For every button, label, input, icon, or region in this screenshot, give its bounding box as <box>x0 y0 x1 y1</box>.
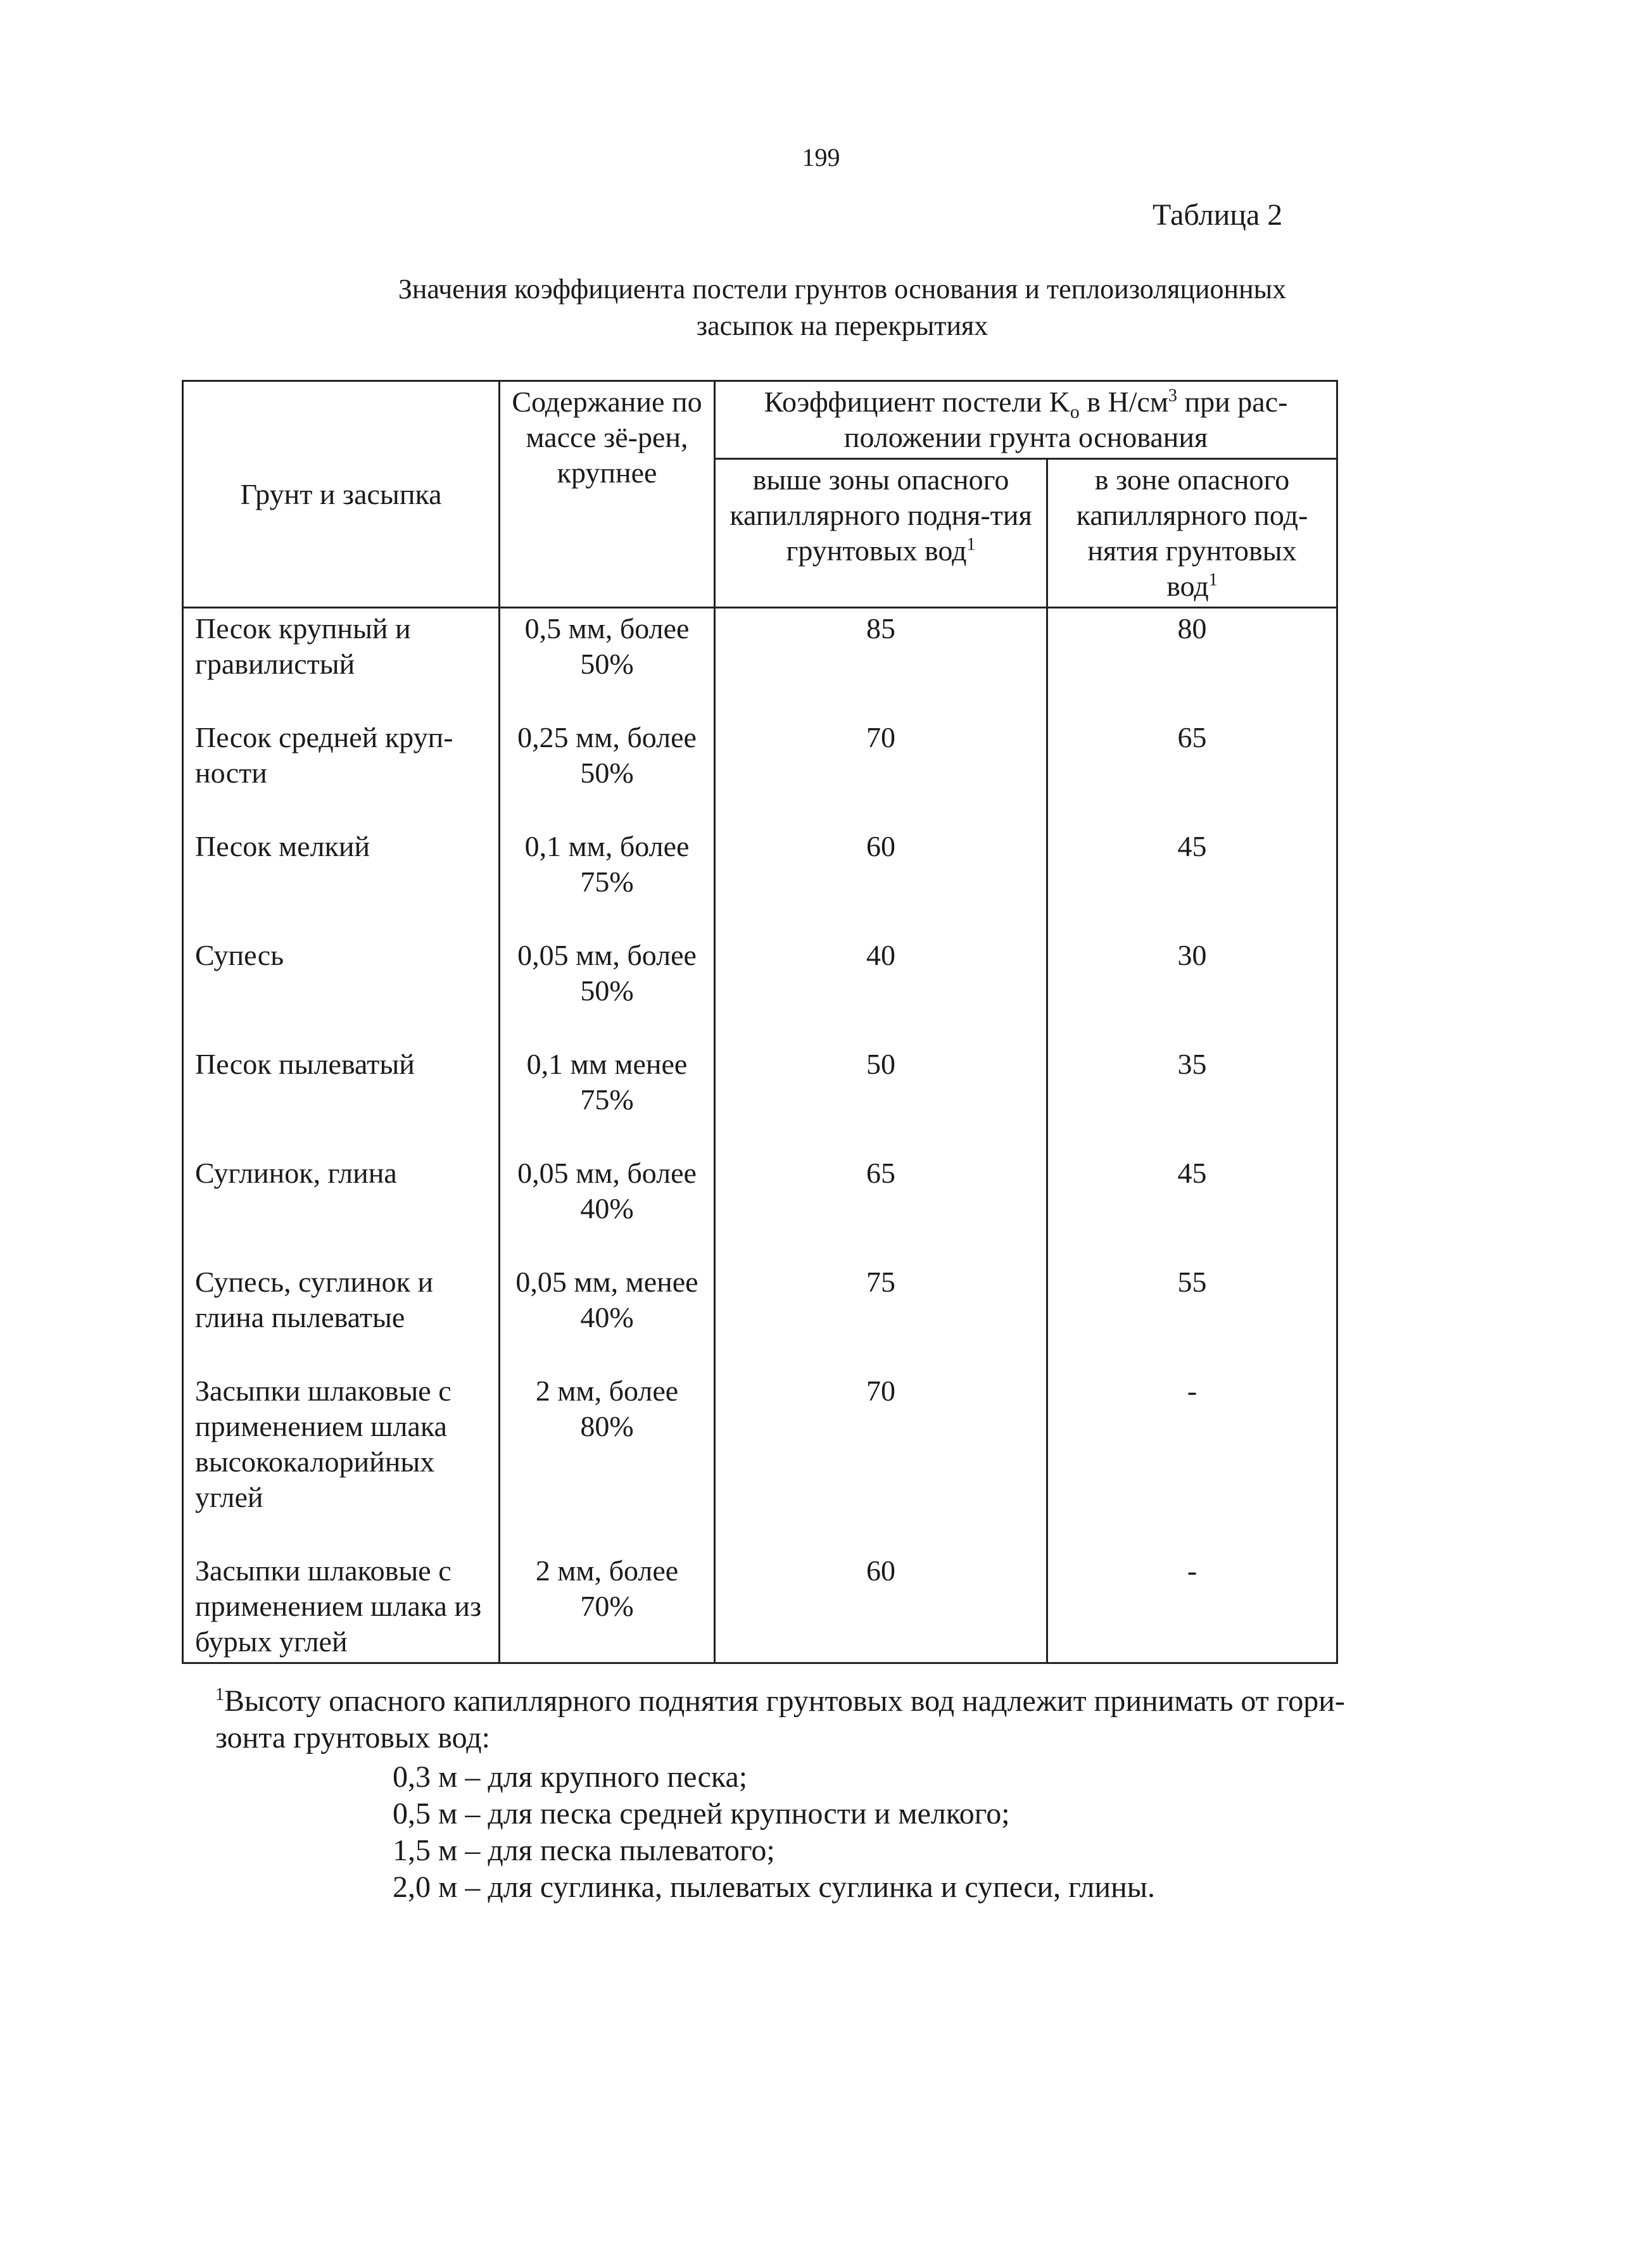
header-above-zone <box>715 459 1047 608</box>
footnote-mark: 1 <box>215 1685 224 1704</box>
header-in-zone <box>1047 459 1337 608</box>
cell-above: 65 <box>715 1153 1047 1262</box>
cell-content: 0,25 мм, более 50% <box>500 717 715 826</box>
cell-above: 85 <box>715 608 1047 718</box>
header-coefficient-prefix: Коэффициент постели K <box>764 386 1070 418</box>
footnote <box>215 1683 1406 1756</box>
cell-above: 50 <box>715 1044 1047 1153</box>
table-row <box>183 1371 1337 1551</box>
cell-content: 0,05 мм, более 50% <box>500 935 715 1044</box>
header-content: Содержание по массе зё-рен, крупнее <box>500 381 715 608</box>
cell-content: 0,1 мм, более 75% <box>500 826 715 935</box>
cell-soil: Засыпки шлаковые с применением шлака высококалорийных углей <box>183 1371 500 1551</box>
cell-soil: Засыпки шлаковые с применением шлака из бурых углей <box>183 1551 500 1663</box>
header-coefficient <box>715 381 1337 459</box>
table-row <box>183 608 1337 718</box>
footnote-item: 1,5 м – для песка пылеватого; <box>393 1834 775 1867</box>
table-title <box>241 271 1444 344</box>
cell-above: 75 <box>715 1262 1047 1371</box>
cell-in: 80 <box>1047 608 1337 718</box>
footnote-item: 2,0 м – для суглинка, пылеватых суглинка и супеси, глины. <box>393 1870 1156 1904</box>
cell-soil: Песок средней круп-ности <box>183 717 500 826</box>
cell-soil: Песок мелкий <box>183 826 500 935</box>
table-row <box>183 826 1337 935</box>
header-coefficient-unit: в Н/см <box>1079 386 1169 418</box>
footnote-text: Высоту опасного капиллярного поднятия грунтовых вод надлежит принимать от гори-зонта грунтовых вод: <box>215 1684 1345 1755</box>
soil-coefficient-table <box>182 380 1338 1664</box>
cell-content: 0,1 мм менее 75% <box>500 1044 715 1153</box>
table-row <box>183 1551 1337 1663</box>
table-row <box>183 1153 1337 1262</box>
table-title-line-2: засыпок на перекрытиях <box>696 310 988 341</box>
cell-above: 60 <box>715 1551 1047 1663</box>
table-row <box>183 717 1337 826</box>
cell-in: 65 <box>1047 717 1337 826</box>
table-row <box>183 1044 1337 1153</box>
cell-content: 2 мм, более 80% <box>500 1371 715 1551</box>
cell-soil: Супесь <box>183 935 500 1044</box>
header-coefficient-suffix: при рас-положении грунта основания <box>843 386 1288 453</box>
cell-in: 55 <box>1047 1262 1337 1371</box>
cell-content: 2 мм, более 70% <box>500 1551 715 1663</box>
cell-above: 60 <box>715 826 1047 935</box>
header-soil: Грунт и засыпка <box>183 381 500 608</box>
header-row-1 <box>183 381 1337 459</box>
cell-in: 45 <box>1047 1153 1337 1262</box>
footnote-list <box>393 1759 1155 1906</box>
header-coefficient-subscript: o <box>1070 401 1080 423</box>
cell-in: - <box>1047 1371 1337 1551</box>
cell-in: 30 <box>1047 935 1337 1044</box>
header-in-zone-text: в зоне опасного капиллярного под-нятия грунтовых вод <box>1076 463 1308 602</box>
cell-above: 70 <box>715 1371 1047 1551</box>
cell-soil: Песок крупный и гравилистый <box>183 608 500 718</box>
footnote-item: 0,3 м – для крупного песка; <box>393 1760 748 1794</box>
table-label: Таблица 2 <box>1153 198 1283 232</box>
cell-above: 70 <box>715 717 1047 826</box>
header-in-zone-mark: 1 <box>1208 570 1218 590</box>
cell-soil: Суглинок, глина <box>183 1153 500 1262</box>
header-coefficient-superscript: 3 <box>1168 386 1178 406</box>
cell-content: 0,05 мм, менее 40% <box>500 1262 715 1371</box>
cell-content: 0,5 мм, более 50% <box>500 608 715 718</box>
cell-in: 45 <box>1047 826 1337 935</box>
table-row <box>183 1262 1337 1371</box>
cell-soil: Песок пылеватый <box>183 1044 500 1153</box>
table-title-line-1: Значения коэффициента постели грунтов основания и теплоизоляционных <box>398 274 1287 305</box>
header-above-zone-text: выше зоны опасного капиллярного подня-тия грунтовых вод <box>729 463 1032 567</box>
footnote-item: 0,5 м – для песка средней крупности и мелкого; <box>393 1797 1010 1830</box>
cell-in: 35 <box>1047 1044 1337 1153</box>
cell-content: 0,05 мм, более 40% <box>500 1153 715 1262</box>
cell-in: - <box>1047 1551 1337 1663</box>
cell-soil: Супесь, суглинок и глина пылеватые <box>183 1262 500 1371</box>
page-number: 199 <box>802 143 840 172</box>
table-row <box>183 935 1337 1044</box>
header-above-zone-mark: 1 <box>966 534 976 555</box>
cell-above: 40 <box>715 935 1047 1044</box>
